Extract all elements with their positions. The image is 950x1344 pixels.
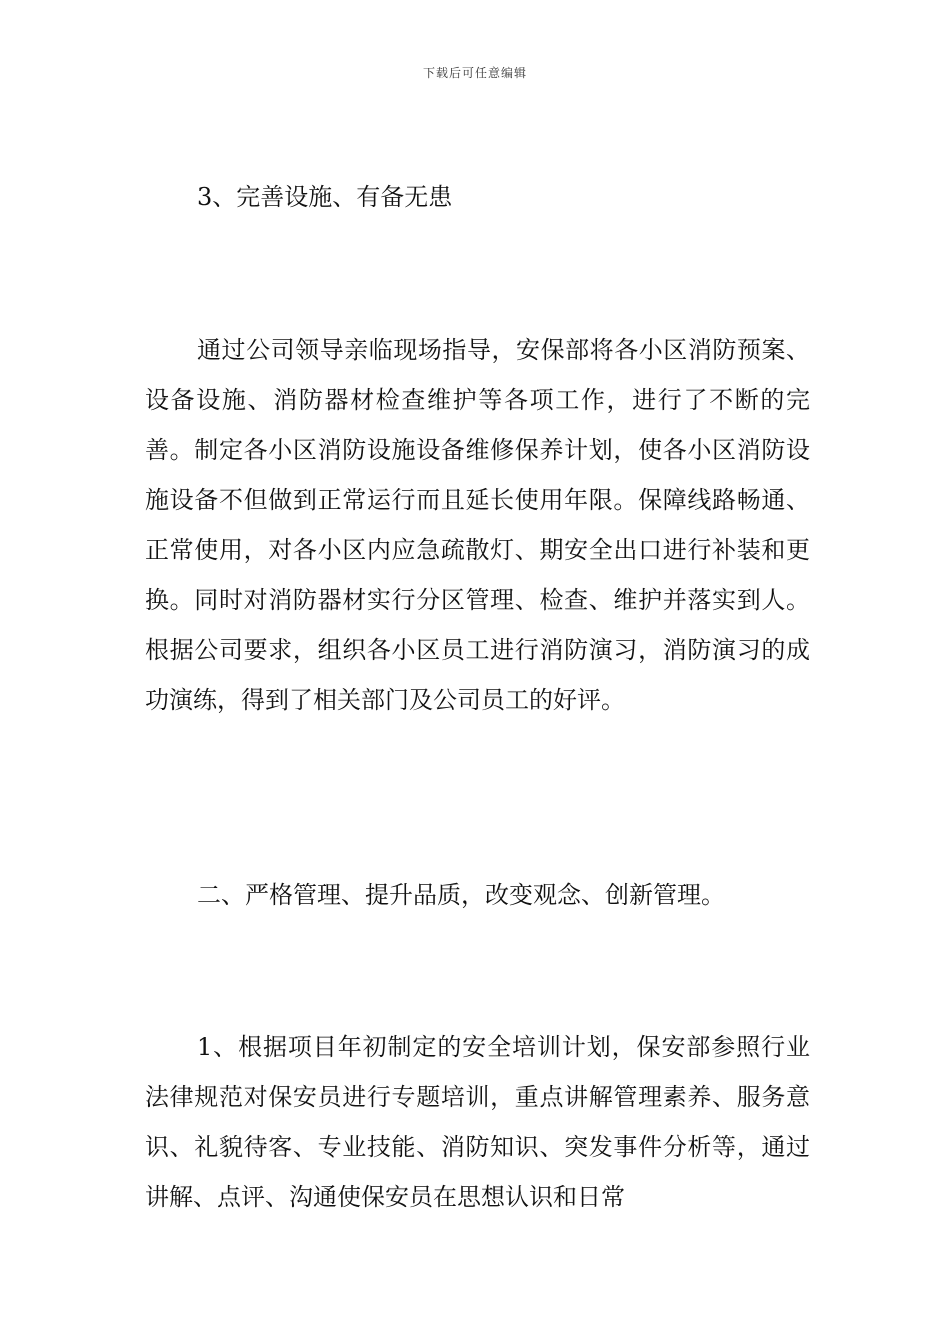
- section-heading-2: 二、严格管理、提升品质，改变观念、创新管理。: [197, 881, 725, 909]
- paragraph-facilities: 通过公司领导亲临现场指导，安保部将各小区消防预案、设备设施、消防器材检查维护等各项工作，进行了不断的完善。制定各小区消防设施设备维修保养计划，使各小区消防设施设备不但做到正常运行而且延长使用年限。保障线路畅通、正常使用，对各小区内应急疏散灯、期安全出口进行补装和更换。同时对消防器材实行分区管理、检查、维护并落实到人。根据公司要求，组织各小区员工进行消防演习，消防演习的成功演练，得到了相关部门及公司员工的好评。: [145, 336, 810, 714]
- section-heading-3: 3、完善设施、有备无患: [197, 183, 453, 211]
- paragraph-training: 1、根据项目年初制定的安全培训计划，保安部参照行业法律规范对保安员进行专题培训，重点讲解管理素养、服务意识、礼貌待客、专业技能、消防知识、突发事件分析等，通过讲解、点评、沟通使保安员在思想认识和日常: [145, 1033, 810, 1211]
- page-header-note: 下载后可任意编辑: [422, 66, 527, 80]
